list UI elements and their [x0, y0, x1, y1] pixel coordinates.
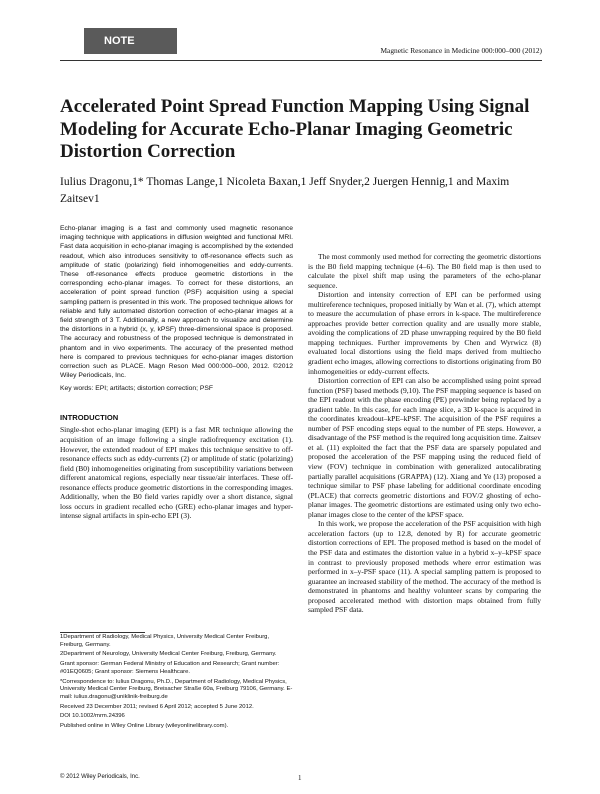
running-head: Magnetic Resonance in Medicine 000:000–000 (2012) — [380, 46, 542, 55]
paper-title: Accelerated Point Spread Function Mapping Using Signal Modeling for Accurate Echo-Planar Imaging Geometric Distortion Correction — [60, 96, 530, 162]
intro-paragraph: Single-shot echo-planar imaging (EPI) is a fast MR technique allowing the acquisition of an image following a single radiofrequency excitation (1). However, the extended readout of EPI makes this technique sensitive to off-resonance effects such as eddy-currents (2) or amplitude of static (polarizing) field (B0) inhomogeneities originating from susceptibility variations between different anatomical regions, especially near tissue/air interfaces. These off-resonance effects produce geometric distortions in the corresponding images. Additionally, when the B0 field varies rapidly over a short distance, signal loss occurs in gradient recalled echo (GRE) echo-planar images and hyper-intense signal artifacts in spin-echo EPI (3). — [60, 425, 293, 521]
author-list: Iulius Dragonu,1* Thomas Lange,1 Nicoleta Baxan,1 Jeff Snyder,2 Juergen Hennig,1 and Maxim Zaitsev1 — [60, 176, 510, 205]
abstract: Echo-planar imaging is a fast and commonly used magnetic resonance imaging technique with applications in diffusion weighted and functional MRI. Fast data acquisition in echo-planar imaging is accomplished by the extended readout, which also introduces sensitivity to off-resonance effects such as amplitude of static (polarizing) field inhomogeneities and eddy-currents. These off-resonance effects produce geometric distortions in the corresponding echo-planar images. To correct for these distortions, an acceleration of point spread function (PSF) acquisition using a special sampling pattern is presented in this work. The proposed technique allows for reliable and fully automated distortion correction of echo-planar images at a field strength of 3 T. Additionally, a new approach to visualize and determine the distortions in a hybrid (x, y, kPSF) three-dimensional space is proposed. The accuracy and robustness of the proposed technique is demonstrated in phantom and in vivo experiments. The accuracy of the presented method here is compared to previous techniques for echo-planar images distortion correction such as PLACE. Magn Reson Med 000:000–000, 2012. ©2012 Wiley Periodicals, Inc. — [60, 225, 293, 380]
header-rule — [60, 60, 542, 61]
note-label: NOTE — [84, 28, 177, 54]
body-paragraph: Distortion correction of EPI can also be accomplished using point spread function (PSF) based methods (9,10). The PSF mapping sequence is based on the EPI readout with the phase encoding (PE) prewinder being replaced by a gradient table. In this case, for each image slice, a 3D k-space is acquired in the coordinates kreadout–kPE–kPSF. The acquisition of the PSF requires a number of PSF encoding steps equal to the number of PE steps. However, a disadvantage of the PSF method is the required long acquisition time. Zaitsev et al. (11) exploited the fact that the PSF data are sparsely populated and proposed the acceleration of the PSF mapping using the reduced field of view (FOV) technique in combination with generalized autocalibrating partially parallel acquisitions (GRAPPA) (12). Xiang and Ye (13) proposed a technique similar to PSF phase labeling for additional coordinate encoding (PLACE) that corrects geometric distortions and FOV/2 ghosting of echo-planar images. The geometric distortions are estimated using only two echo-planar images close to the center of the kPSF space. — [308, 376, 541, 519]
body-paragraph: In this work, we propose the acceleration of the PSF acquisition with high acceleration factors (up to 12.8, denoted by R) for accurate geometric distortion corrections of EPI. The proposed method is based on the model of the PSF data and estimates the distortion value in a hybrid x–y–kPSF space in contrast to previously proposed methods where error estimation was performed in x–y-PSF space (11). A special sampling pattern is proposed to guarantee an increased stability of the method. The accuracy of the method is demonstrated in phantoms and healthy volunteer scans by comparing the proposed accelerated method with distortion maps obtained from fully sampled PSF data. — [308, 519, 541, 615]
footnote-affiliation-2: 2Department of Neurology, University Medical Center Freiburg, Freiburg, Germany. — [60, 651, 277, 658]
intro-heading: INTRODUCTION — [60, 413, 119, 423]
copyright: © 2012 Wiley Periodicals, Inc. — [60, 774, 140, 780]
footnote-doi: DOI 10.1002/mrm.24396 — [60, 713, 125, 720]
footnote-published: Published online in Wiley Online Library (wileyonlinelibrary.com). — [60, 723, 229, 730]
page-number: 1 — [298, 774, 302, 782]
keywords: Key words: EPI; artifacts; distortion correction; PSF — [60, 385, 214, 393]
body-paragraph: Distortion and intensity correction of EPI can be performed using multireference techniques, proposed initially by Wan et al. (7), which attempt to measure the accumulation of phase errors in k-space. The multireference approaches provide better correction quality and are usually more stable, avoiding the complications of 2D phase unwrapping required by the B0 field mapping techniques. Further improvements by Chen and Wyrwicz (8) evaluated local distortions using the field maps derived from multiecho gradient echo images, allowing corrections to distortions originating from B0 inhomogeneities or eddy-current effects. — [308, 290, 541, 376]
right-column — [308, 224, 541, 615]
footnote-grant: Grant sponsor: German Federal Ministry of Education and Research; Grant number: #01EQ0605; Grant sponsor: Siemens Healthcare. — [60, 661, 280, 675]
body-paragraph: The most commonly used method for correcting the geometric distortions is the B0 field mapping technique (4–6). The B0 field map is then used to calculate the pixel shift map using the parameters of the echo-planar sequence. — [308, 252, 541, 290]
footnote-affiliation-1: 1Department of Radiology, Medical Physics, University Medical Center Freiburg, Freiburg, Germany. — [60, 634, 270, 648]
left-column — [60, 224, 293, 521]
footnote-correspondence: *Correspondence to: Iulius Dragonu, Ph.D., Department of Radiology, Medical Physics, University Medical Center Freiburg, Breisacher Straße 60a, Freiburg 79106, Germany. E-mail: iulius.dragonu@uniklinik-freiburg.de — [60, 678, 293, 700]
footnote-rule — [60, 632, 145, 633]
footnotes — [60, 634, 293, 733]
footnote-dates: Received 23 December 2011; revised 6 April 2012; accepted 5 June 2012. — [60, 703, 254, 710]
